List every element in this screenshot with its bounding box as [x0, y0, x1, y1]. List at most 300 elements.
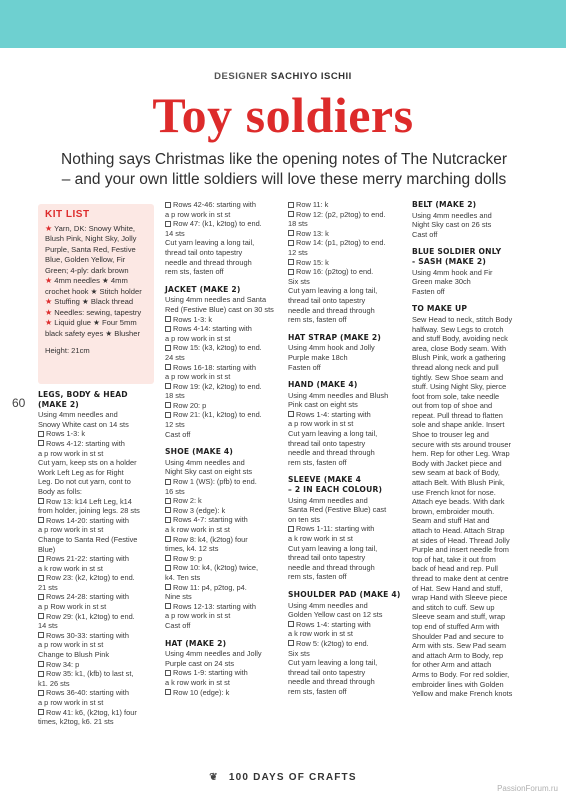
text-line	[412, 268, 530, 278]
line-text: Rows 30-33: starting with	[46, 630, 129, 640]
line-text: a p row work in st st	[165, 372, 231, 382]
text-line	[288, 410, 406, 420]
text-line	[412, 574, 530, 584]
line-text: Rows 1-4: starting with	[296, 409, 371, 419]
text-line	[165, 382, 283, 392]
text-line	[165, 248, 283, 258]
text-line	[412, 670, 530, 680]
section-hand-lines	[288, 391, 406, 468]
text-line	[288, 563, 406, 573]
line-text: times, k2tog, k6. 21 sts	[38, 717, 114, 727]
text-line	[38, 679, 156, 689]
section-shoulder-pad-lines	[288, 601, 406, 697]
text-line	[165, 467, 283, 477]
line-text: thread tail onto tapestry	[165, 247, 243, 257]
text-line	[288, 363, 406, 373]
line-text: Six sts	[288, 276, 310, 286]
checkbox-icon[interactable]	[288, 259, 294, 265]
text-line	[165, 238, 283, 248]
checkbox-icon[interactable]	[288, 411, 294, 417]
line-text: needle and thread through	[165, 257, 252, 267]
line-text: Rows 4-7: starting with	[173, 515, 248, 525]
line-text: Row 19: (k2, k2tog) to end.	[173, 381, 262, 391]
text-line	[412, 230, 530, 240]
star-icon: ★	[45, 276, 53, 285]
line-text: Row 8: k4, (k2tog) four	[173, 534, 248, 544]
line-text: Yellow and make French knots	[412, 689, 513, 699]
text-line	[412, 401, 530, 411]
text-line	[38, 506, 156, 516]
page-title: Toy soldiers	[152, 87, 414, 143]
line-text: Rows 1-3: k	[173, 314, 213, 324]
line-text: Row 20: p	[173, 400, 207, 410]
text-line	[288, 677, 406, 687]
line-text: from holder, joining legs. 28 sts	[38, 506, 140, 516]
line-text: Row 11: p4, p2tog, p4.	[173, 582, 247, 592]
checkbox-icon[interactable]	[165, 316, 171, 322]
line-text: Leg. Do not cut yarn, cont to	[38, 477, 131, 487]
line-text: Sleeve seam and stuff, wrap	[412, 612, 506, 622]
text-line	[38, 516, 156, 526]
checkbox-icon[interactable]	[38, 709, 44, 715]
text-line	[165, 611, 283, 621]
line-text: Cast off	[165, 620, 191, 630]
text-line	[165, 515, 283, 525]
text-line	[165, 258, 283, 268]
line-text: needle and thread through	[288, 305, 375, 315]
text-line	[38, 660, 156, 670]
line-text: Blush Pink, Night Sky, Jolly	[45, 234, 137, 243]
text-line	[38, 688, 156, 698]
line-text: Rows 1-4: starting with	[296, 619, 371, 629]
head-continued-lines	[165, 200, 283, 277]
text-line	[45, 255, 147, 266]
line-text: Shoe to trouser leg and	[412, 430, 489, 440]
line-text: rem sts, fasten off	[165, 267, 224, 277]
line-text: Row 21: (k1, k2tog) to end.	[173, 410, 262, 420]
text-line	[38, 708, 156, 718]
text-line	[165, 573, 283, 583]
line-text: Seam and stuff Hat and	[412, 516, 490, 526]
intro-text	[28, 150, 540, 190]
line-text: Change to Santa Red (Festive	[38, 534, 138, 544]
line-text: needle and thread through	[288, 677, 375, 687]
line-text: Row 41: k6, (k2tog, k1) four	[46, 707, 137, 717]
text-line	[288, 400, 406, 410]
line-text: Row 1 (WS): (pfb) to end.	[173, 477, 257, 487]
line-text: Body as folls:	[38, 486, 82, 496]
checkbox-icon[interactable]	[165, 689, 171, 695]
checkbox-icon[interactable]	[38, 517, 44, 523]
text-line	[412, 689, 530, 699]
checkbox-icon[interactable]	[165, 507, 171, 513]
text-line	[288, 553, 406, 563]
line-text: Using 4mm needles and Blush	[288, 390, 389, 400]
line-text: foot from sole, take needle	[412, 391, 500, 401]
line-text: Cut yarn, keep sts on a holder	[38, 458, 137, 468]
text-line	[288, 620, 406, 630]
line-text: on ten sts	[288, 514, 321, 524]
checkbox-icon[interactable]	[165, 326, 171, 332]
text-line	[412, 449, 530, 459]
line-text: attach Belt. With Blush Pink,	[412, 478, 505, 488]
text-line	[412, 440, 530, 450]
line-text: and stuff Body, avoiding neck	[412, 334, 508, 344]
text-line	[412, 593, 530, 603]
text-line	[165, 487, 283, 497]
checkbox-icon[interactable]	[165, 345, 171, 351]
line-text: Using 4mm needles and	[38, 410, 118, 420]
checkbox-icon[interactable]	[38, 556, 44, 562]
text-line	[412, 497, 530, 507]
checkbox-icon[interactable]	[165, 383, 171, 389]
designer-label: DESIGNER	[214, 71, 268, 82]
text-line	[165, 343, 283, 353]
line-text: Needles: sewing, tapestry	[52, 307, 142, 317]
checkbox-icon[interactable]	[288, 526, 294, 532]
checkbox-icon[interactable]	[165, 498, 171, 504]
column-3	[288, 200, 406, 697]
checkbox-icon[interactable]	[288, 240, 294, 246]
text-line	[165, 200, 283, 210]
text-line	[165, 267, 283, 277]
line-text: 21 sts	[38, 582, 58, 592]
sash-heading-line-2: - SASH (MAKE 2)	[412, 256, 486, 266]
line-text: top of hat, take it out from	[412, 554, 496, 564]
text-line	[165, 592, 283, 602]
checkbox-icon[interactable]	[165, 412, 171, 418]
line-text: Purple make 18ch	[288, 352, 348, 362]
text-line	[165, 602, 283, 612]
line-text: thread to make dent at centre	[412, 573, 509, 583]
text-line	[288, 391, 406, 401]
line-text: Using 4mm hook and Fir	[412, 267, 493, 277]
line-text: out from top of shoe and	[412, 401, 493, 411]
line-text: k4. Ten sts	[165, 572, 201, 582]
text-line	[288, 219, 406, 229]
checkbox-icon[interactable]	[38, 575, 44, 581]
text-line	[288, 458, 406, 468]
text-line	[412, 488, 530, 498]
text-line	[288, 687, 406, 697]
checkbox-icon[interactable]	[38, 440, 44, 446]
text-line	[412, 344, 530, 354]
section-heading-belt: BELT (MAKE 2)	[412, 200, 477, 209]
section-jacket-lines	[165, 295, 283, 439]
text-line	[288, 343, 406, 353]
line-text: Purple, Santa Red, Festive	[45, 244, 136, 254]
line-text: Row 34: p	[46, 659, 80, 669]
line-text: Cut yarn leaving a long tail,	[288, 543, 378, 553]
line-text: Rows 4-12: starting with	[46, 438, 125, 448]
line-text: and stitch to cuff. Sew up	[412, 602, 495, 612]
text-line	[45, 224, 147, 235]
column-4	[412, 200, 530, 699]
star-icon: ★	[45, 307, 53, 317]
section-heading-legs-body-head: LEGS, BODY & HEAD (MAKE 2)	[38, 390, 128, 409]
line-text: embroider lines with Golden	[412, 679, 504, 689]
column-1	[38, 390, 156, 727]
line-text: Using 4mm needles and Jolly	[165, 649, 262, 659]
text-line	[165, 563, 283, 573]
text-line	[288, 353, 406, 363]
checkbox-icon[interactable]	[165, 364, 171, 370]
line-text: Rows 1-3: k	[46, 429, 86, 439]
checkbox-icon[interactable]	[288, 640, 294, 646]
finished-height: Height: 21cm	[45, 346, 90, 355]
text-line	[165, 229, 283, 239]
text-line	[45, 308, 147, 319]
line-text: Cast off	[412, 229, 438, 239]
checkbox-icon[interactable]	[165, 517, 171, 523]
checkbox-icon[interactable]	[38, 690, 44, 696]
line-text: top end of stuffed Arm with	[412, 621, 500, 631]
line-text: Stuffing ★ Black thread	[52, 297, 134, 306]
checkbox-icon[interactable]	[288, 211, 294, 217]
checkbox-icon[interactable]	[165, 555, 171, 561]
checkbox-icon[interactable]	[288, 230, 294, 236]
text-line	[165, 554, 283, 564]
text-line	[165, 210, 283, 220]
text-line	[288, 515, 406, 525]
text-line	[165, 525, 283, 535]
checkbox-icon[interactable]	[165, 536, 171, 542]
line-text: Using 4mm needles and	[165, 457, 245, 467]
text-line	[165, 477, 283, 487]
text-line	[412, 430, 530, 440]
text-line	[412, 516, 530, 526]
line-text: Row 14: (p1, p2tog) to end.	[296, 238, 386, 248]
checkbox-icon[interactable]	[38, 671, 44, 677]
section-heading-make-up: TO MAKE UP	[412, 304, 468, 314]
text-line	[165, 506, 283, 516]
line-text: black safety eyes ★ Blusher	[45, 328, 141, 338]
text-line	[165, 430, 283, 440]
line-text: Body with Jacket piece and	[412, 458, 502, 468]
text-line	[45, 297, 147, 308]
line-text: Fasten off	[412, 286, 445, 296]
checkbox-icon[interactable]	[165, 670, 171, 676]
text-line	[412, 632, 530, 642]
line-text: Nine sts	[165, 592, 192, 602]
line-text: a p row work in st st	[165, 611, 231, 621]
line-text: Using 4mm needles and Santa	[165, 295, 267, 305]
text-line	[165, 315, 283, 325]
text-line	[45, 329, 147, 340]
top-color-band	[0, 0, 566, 48]
line-text: use French knot for nose.	[412, 487, 496, 497]
line-text: a k row work in st st	[288, 534, 353, 543]
kit-list-lines	[45, 224, 147, 340]
text-line	[38, 477, 156, 487]
star-icon: ★	[45, 223, 53, 233]
text-line	[165, 295, 283, 305]
text-line	[412, 612, 530, 622]
text-line	[288, 448, 406, 458]
text-line	[288, 315, 406, 325]
line-text: Row 11: k	[296, 200, 329, 209]
line-text: repeat. Pull thread to flatten	[412, 410, 503, 420]
sleeve-heading-line-2: – 2 IN EACH COLOUR)	[288, 485, 383, 495]
page-footer	[0, 772, 566, 783]
text-line	[412, 478, 530, 488]
text-line	[165, 458, 283, 468]
line-text: Row 12: (p2, p2tog) to end.	[296, 209, 386, 219]
section-hat-strap-lines	[288, 343, 406, 372]
text-line	[165, 420, 283, 430]
line-text: Using 4mm hook and Jolly	[288, 343, 375, 353]
text-line	[288, 306, 406, 316]
line-text: Using 4mm needles and	[412, 210, 492, 220]
section-belt-lines	[412, 211, 530, 240]
text-line	[412, 211, 530, 221]
section-heading-jacket: JACKET (MAKE 2)	[165, 284, 241, 294]
line-text: area, close Body seam. With	[412, 343, 507, 353]
line-text: 12 sts	[165, 420, 185, 430]
line-text: 18 sts	[288, 219, 308, 229]
star-icon: ★	[45, 318, 53, 327]
text-line	[38, 583, 156, 593]
text-line	[412, 468, 530, 478]
text-line	[165, 583, 283, 593]
designer-name: SACHIYO ISCHII	[270, 71, 352, 82]
line-text: Row 47: (k1, k2tog) to end.	[173, 219, 262, 229]
line-text: Work Left Leg as for Right	[38, 467, 124, 477]
text-line	[165, 621, 283, 631]
checkbox-icon[interactable]	[38, 632, 44, 638]
line-text: Pink cast on eight sts	[288, 400, 358, 410]
line-text: Rows 1-11: starting with	[296, 524, 375, 534]
line-text: Shoulder Pad and secure to	[412, 631, 504, 641]
line-text: Liquid glue ★ Four 5mm	[52, 318, 137, 327]
line-text: needle and thread through	[288, 448, 375, 458]
kit-list-title: KIT LIST	[45, 209, 90, 220]
checkbox-icon[interactable]	[288, 269, 294, 275]
checkbox-icon[interactable]	[38, 613, 44, 619]
star-icon: ★	[45, 297, 53, 306]
line-text: Green make 30ch	[412, 277, 471, 287]
text-line	[38, 554, 156, 564]
checkbox-icon[interactable]	[38, 431, 44, 437]
section-heading-hand: HAND (MAKE 4)	[288, 380, 358, 390]
line-text: stuff. Using Night Sky, pierce	[412, 382, 507, 392]
line-text: Golden Yellow cast on 12 sts	[288, 610, 383, 620]
line-text: at sides of Head. Thread Jolly	[412, 535, 510, 545]
text-line	[412, 584, 530, 594]
line-text: thread tail onto tapestry	[288, 438, 366, 448]
text-line	[45, 318, 147, 329]
line-text: brown, embroider mouth.	[412, 506, 495, 516]
checkbox-icon[interactable]	[165, 202, 171, 208]
line-text: Row 13: k	[296, 228, 329, 238]
text-line	[412, 651, 530, 661]
line-text: Rows 14-20: starting with	[46, 515, 129, 525]
checkbox-icon[interactable]	[165, 221, 171, 227]
page-number: 60	[12, 396, 26, 410]
text-line	[45, 276, 147, 287]
line-text: secure with sts around trouser	[412, 439, 511, 449]
line-text: Row 3 (edge): k	[173, 505, 226, 515]
text-line	[412, 507, 530, 517]
checkbox-icon[interactable]	[38, 594, 44, 600]
text-line	[38, 640, 156, 650]
text-line	[412, 220, 530, 230]
text-line	[288, 296, 406, 306]
checkbox-icon[interactable]	[288, 621, 294, 627]
text-line	[412, 411, 530, 421]
line-text: crochet hook ★ Stitch holder	[45, 286, 142, 296]
text-line	[38, 458, 156, 468]
line-text: needle and thread through	[288, 562, 375, 572]
text-line	[412, 564, 530, 574]
section-sleeve-lines	[288, 496, 406, 582]
text-line	[412, 536, 530, 546]
text-line	[288, 544, 406, 554]
checkbox-icon[interactable]	[165, 565, 171, 571]
line-text: Using 4mm needles and	[288, 495, 368, 505]
text-line	[165, 544, 283, 554]
checkbox-icon[interactable]	[165, 402, 171, 408]
line-text: Blue, Golden Yellow, Fir	[45, 255, 126, 264]
line-text: a p row work in st st	[38, 525, 104, 535]
line-text: of Hat. Sew Hand and stuff,	[412, 583, 503, 593]
line-text: a p row work in st st	[288, 419, 354, 429]
section-legs-body-head-lines	[38, 410, 156, 727]
text-line	[165, 668, 283, 678]
line-text: Using 4mm needles and	[288, 600, 368, 610]
line-text: Sew Head to neck, stitch Body	[412, 314, 513, 324]
text-line	[38, 497, 156, 507]
intro-line-2: – and your own little soldiers will love these merry marching dolls	[61, 171, 507, 188]
line-text: rem sts, fasten off	[288, 457, 347, 467]
text-line	[412, 392, 530, 402]
text-line	[45, 287, 147, 298]
checkbox-icon[interactable]	[288, 202, 294, 208]
line-text: Six sts	[288, 648, 310, 658]
line-text: Cut yarn leaving a long tail,	[165, 238, 255, 248]
line-text: Santa Red (Festive Blue) cast	[288, 505, 387, 515]
checkbox-icon[interactable]	[165, 584, 171, 590]
text-line	[288, 277, 406, 287]
line-text: 18 sts	[165, 391, 185, 401]
checkbox-icon[interactable]	[38, 498, 44, 504]
line-text: Row 10 (edge): k	[173, 687, 230, 697]
line-text: Row 15: k	[296, 257, 329, 267]
text-line	[288, 658, 406, 668]
line-text: a k row work in st st	[165, 677, 230, 687]
checkbox-icon[interactable]	[165, 603, 171, 609]
line-text: for other Arm and attach	[412, 660, 492, 670]
checkbox-icon[interactable]	[38, 661, 44, 667]
text-line	[165, 496, 283, 506]
text-line	[45, 234, 147, 245]
line-text: a p row work in st st	[165, 209, 231, 219]
text-line	[38, 410, 156, 420]
section-heading-hat: HAT (MAKE 2)	[165, 638, 227, 648]
text-line	[38, 535, 156, 545]
line-text: Rows 21-22: starting with	[46, 554, 129, 564]
watermark: PassionForum.ru	[497, 784, 558, 793]
line-text: Cut yarn leaving a long tail,	[288, 429, 378, 439]
line-text: Rows 12-13: starting with	[173, 601, 256, 611]
checkbox-icon[interactable]	[165, 479, 171, 485]
line-text: thread tail onto tapestry	[288, 295, 366, 305]
line-text: Row 35: k1, (kfb) to last st,	[46, 669, 134, 679]
text-line	[38, 650, 156, 660]
text-line	[288, 505, 406, 515]
line-text: times, k4. 12 sts	[165, 544, 219, 554]
section-sash-lines	[412, 268, 530, 297]
